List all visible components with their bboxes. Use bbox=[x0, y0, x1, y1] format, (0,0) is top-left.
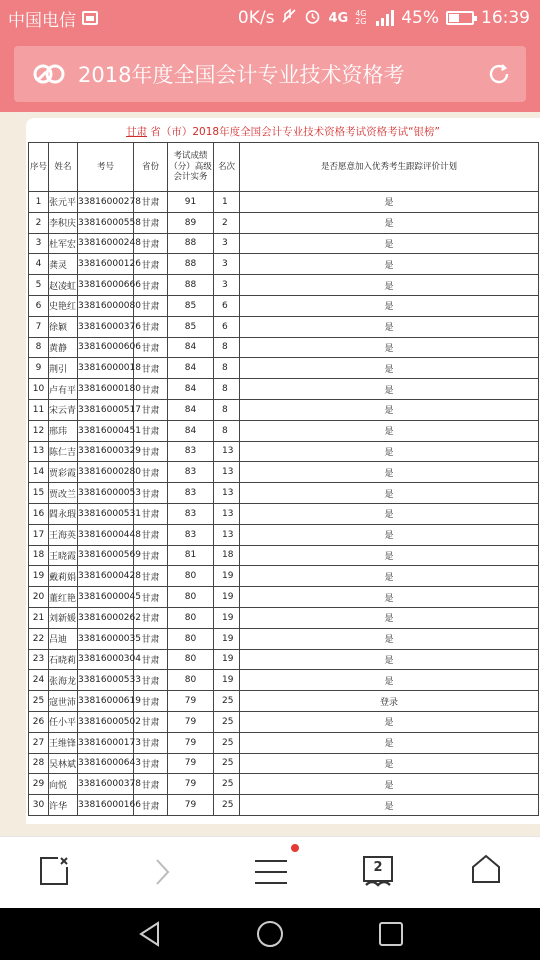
table-row bbox=[29, 691, 539, 712]
back-icon[interactable] bbox=[136, 920, 164, 952]
row-province: 甘肃 bbox=[134, 503, 168, 524]
row-seq: 30 bbox=[29, 795, 49, 816]
row-name: 张海龙 bbox=[49, 670, 78, 691]
row-province: 甘肃 bbox=[134, 462, 168, 483]
row-province: 甘肃 bbox=[134, 670, 168, 691]
row-seq: 4 bbox=[29, 254, 49, 275]
table-row bbox=[29, 233, 539, 254]
row-willing: 是 bbox=[240, 753, 539, 774]
row-seq: 20 bbox=[29, 587, 49, 608]
tabs-button[interactable] bbox=[362, 855, 394, 891]
row-rank: 2 bbox=[214, 212, 240, 233]
row-province: 甘肃 bbox=[134, 753, 168, 774]
row-score: 85 bbox=[168, 295, 214, 316]
row-score: 84 bbox=[168, 420, 214, 441]
row-willing: 是 bbox=[240, 566, 539, 587]
row-rank: 13 bbox=[214, 524, 240, 545]
row-rank: 19 bbox=[214, 628, 240, 649]
page-title: 2018年度全国会计专业技术资格考 bbox=[78, 63, 405, 87]
row-name: 石晓莉 bbox=[49, 649, 78, 670]
row-seq: 6 bbox=[29, 295, 49, 316]
row-exam-no: 33816000278 bbox=[78, 192, 134, 213]
row-seq: 7 bbox=[29, 316, 49, 337]
row-willing: 是 bbox=[240, 192, 539, 213]
address-bar[interactable] bbox=[14, 46, 526, 102]
battery-icon bbox=[446, 11, 474, 25]
row-seq: 24 bbox=[29, 670, 49, 691]
network-type-small: 4G 2G bbox=[355, 9, 367, 26]
row-seq: 22 bbox=[29, 628, 49, 649]
row-willing: 是 bbox=[240, 441, 539, 462]
net-speed: 0K/s bbox=[237, 8, 275, 28]
row-rank: 8 bbox=[214, 420, 240, 441]
row-exam-no: 33816000666 bbox=[78, 275, 134, 296]
row-score: 85 bbox=[168, 316, 214, 337]
row-exam-no: 33816000428 bbox=[78, 566, 134, 587]
table-row bbox=[29, 524, 539, 545]
row-rank: 19 bbox=[214, 566, 240, 587]
row-willing: 是 bbox=[240, 503, 539, 524]
row-seq: 26 bbox=[29, 711, 49, 732]
row-exam-no: 33816000378 bbox=[78, 774, 134, 795]
row-score: 84 bbox=[168, 358, 214, 379]
row-name: 王维锋 bbox=[49, 732, 78, 753]
row-province: 甘肃 bbox=[134, 441, 168, 462]
row-province: 甘肃 bbox=[134, 192, 168, 213]
row-province: 甘肃 bbox=[134, 607, 168, 628]
table-row bbox=[29, 316, 539, 337]
row-exam-no: 33816000558 bbox=[78, 212, 134, 233]
table-row bbox=[29, 212, 539, 233]
row-exam-no: 33816000517 bbox=[78, 399, 134, 420]
clock: 16:39 bbox=[481, 8, 530, 28]
row-province: 甘肃 bbox=[134, 545, 168, 566]
row-seq: 17 bbox=[29, 524, 49, 545]
row-exam-no: 33816000166 bbox=[78, 795, 134, 816]
row-province: 甘肃 bbox=[134, 212, 168, 233]
row-name: 王晓霞 bbox=[49, 545, 78, 566]
table-row bbox=[29, 732, 539, 753]
row-rank: 13 bbox=[214, 483, 240, 504]
table-row bbox=[29, 587, 539, 608]
table-row bbox=[29, 462, 539, 483]
row-rank: 6 bbox=[214, 316, 240, 337]
table-row bbox=[29, 295, 539, 316]
row-willing: 是 bbox=[240, 212, 539, 233]
row-rank: 19 bbox=[214, 607, 240, 628]
row-willing: 是 bbox=[240, 795, 539, 816]
row-seq: 10 bbox=[29, 379, 49, 400]
row-willing: 是 bbox=[240, 545, 539, 566]
row-rank: 13 bbox=[214, 462, 240, 483]
row-name: 卢有平 bbox=[49, 379, 78, 400]
row-name: 董红艳 bbox=[49, 587, 78, 608]
row-rank: 19 bbox=[214, 587, 240, 608]
row-rank: 8 bbox=[214, 358, 240, 379]
status-bar bbox=[0, 0, 540, 36]
row-score: 79 bbox=[168, 691, 214, 712]
row-exam-no: 33816000180 bbox=[78, 379, 134, 400]
row-score: 80 bbox=[168, 566, 214, 587]
table-row bbox=[29, 337, 539, 358]
row-exam-no: 33816000606 bbox=[78, 337, 134, 358]
row-name: 杜军宏 bbox=[49, 233, 78, 254]
row-willing: 是 bbox=[240, 358, 539, 379]
table-row bbox=[29, 483, 539, 504]
row-name: 寇世沛 bbox=[49, 691, 78, 712]
row-name: 吕迪 bbox=[49, 628, 78, 649]
row-rank: 25 bbox=[214, 691, 240, 712]
row-score: 83 bbox=[168, 462, 214, 483]
row-name: 吴林斌 bbox=[49, 753, 78, 774]
row-willing: 是 bbox=[240, 316, 539, 337]
header-seq: 序号 bbox=[29, 143, 49, 192]
table-row bbox=[29, 545, 539, 566]
row-seq: 16 bbox=[29, 503, 49, 524]
row-score: 80 bbox=[168, 649, 214, 670]
table-row bbox=[29, 420, 539, 441]
row-willing: 是 bbox=[240, 711, 539, 732]
row-province: 甘肃 bbox=[134, 295, 168, 316]
row-willing: 是 bbox=[240, 587, 539, 608]
row-seq: 23 bbox=[29, 649, 49, 670]
row-rank: 13 bbox=[214, 503, 240, 524]
row-score: 88 bbox=[168, 254, 214, 275]
table-row bbox=[29, 670, 539, 691]
table-row bbox=[29, 379, 539, 400]
table-row bbox=[29, 795, 539, 816]
document-view[interactable] bbox=[26, 118, 540, 824]
row-willing: 是 bbox=[240, 337, 539, 358]
row-score: 91 bbox=[168, 192, 214, 213]
row-name: 陈仁吉 bbox=[49, 441, 78, 462]
row-name: 徐颖 bbox=[49, 316, 78, 337]
row-exam-no: 33816000053 bbox=[78, 483, 134, 504]
row-exam-no: 33816000018 bbox=[78, 358, 134, 379]
table-row bbox=[29, 441, 539, 462]
row-score: 88 bbox=[168, 233, 214, 254]
row-seq: 28 bbox=[29, 753, 49, 774]
row-willing: 是 bbox=[240, 420, 539, 441]
home-icon[interactable] bbox=[470, 853, 502, 889]
battery-percent: 45% bbox=[401, 8, 439, 28]
row-rank: 8 bbox=[214, 399, 240, 420]
row-name: 閻永瑕 bbox=[49, 503, 78, 524]
row-rank: 25 bbox=[214, 774, 240, 795]
row-score: 80 bbox=[168, 628, 214, 649]
table-header-row bbox=[29, 143, 539, 192]
row-exam-no: 33816000533 bbox=[78, 670, 134, 691]
table-row bbox=[29, 254, 539, 275]
row-name: 邢玮 bbox=[49, 420, 78, 441]
row-willing: 登录 bbox=[240, 691, 539, 712]
row-score: 81 bbox=[168, 545, 214, 566]
row-province: 甘肃 bbox=[134, 774, 168, 795]
row-province: 甘肃 bbox=[134, 358, 168, 379]
table-row bbox=[29, 275, 539, 296]
table-row bbox=[29, 711, 539, 732]
row-willing: 是 bbox=[240, 462, 539, 483]
signal-icon bbox=[376, 10, 394, 26]
row-rank: 25 bbox=[214, 753, 240, 774]
header-willing: 是否愿意加入优秀考生跟踪评价计划 bbox=[240, 143, 539, 192]
table-row bbox=[29, 192, 539, 213]
table-row bbox=[29, 503, 539, 524]
row-province: 甘肃 bbox=[134, 233, 168, 254]
row-willing: 是 bbox=[240, 399, 539, 420]
row-province: 甘肃 bbox=[134, 628, 168, 649]
row-exam-no: 33816000262 bbox=[78, 607, 134, 628]
row-province: 甘肃 bbox=[134, 483, 168, 504]
row-rank: 19 bbox=[214, 670, 240, 691]
header-province: 省份 bbox=[134, 143, 168, 192]
row-name: 王海英 bbox=[49, 524, 78, 545]
row-province: 甘肃 bbox=[134, 524, 168, 545]
row-name: 向悦 bbox=[49, 774, 78, 795]
row-seq: 9 bbox=[29, 358, 49, 379]
row-willing: 是 bbox=[240, 233, 539, 254]
row-name: 许华 bbox=[49, 795, 78, 816]
row-rank: 3 bbox=[214, 233, 240, 254]
row-willing: 是 bbox=[240, 483, 539, 504]
row-name: 张元平 bbox=[49, 192, 78, 213]
row-province: 甘肃 bbox=[134, 399, 168, 420]
row-exam-no: 33816000329 bbox=[78, 441, 134, 462]
row-seq: 14 bbox=[29, 462, 49, 483]
row-willing: 是 bbox=[240, 649, 539, 670]
row-seq: 12 bbox=[29, 420, 49, 441]
header-name: 姓名 bbox=[49, 143, 78, 192]
row-exam-no: 33816000531 bbox=[78, 503, 134, 524]
row-rank: 19 bbox=[214, 649, 240, 670]
row-score: 88 bbox=[168, 275, 214, 296]
row-rank: 1 bbox=[214, 192, 240, 213]
row-name: 荆引 bbox=[49, 358, 78, 379]
row-score: 83 bbox=[168, 524, 214, 545]
row-province: 甘肃 bbox=[134, 587, 168, 608]
row-willing: 是 bbox=[240, 524, 539, 545]
row-rank: 25 bbox=[214, 732, 240, 753]
row-seq: 13 bbox=[29, 441, 49, 462]
row-score: 79 bbox=[168, 732, 214, 753]
row-name: 贾改兰 bbox=[49, 483, 78, 504]
row-name: 赵凌虹 bbox=[49, 275, 78, 296]
row-exam-no: 33816000448 bbox=[78, 524, 134, 545]
refresh-icon[interactable] bbox=[486, 61, 512, 87]
row-rank: 8 bbox=[214, 379, 240, 400]
header-score: 考试成绩（分）高级会计实务 bbox=[168, 143, 214, 192]
row-name: 刘新媛 bbox=[49, 607, 78, 628]
mute-icon bbox=[281, 8, 297, 28]
row-willing: 是 bbox=[240, 732, 539, 753]
row-seq: 27 bbox=[29, 732, 49, 753]
row-name: 宋云青 bbox=[49, 399, 78, 420]
row-rank: 3 bbox=[214, 254, 240, 275]
row-exam-no: 33816000126 bbox=[78, 254, 134, 275]
forward-icon[interactable] bbox=[154, 857, 172, 891]
row-seq: 15 bbox=[29, 483, 49, 504]
row-exam-no: 33816000643 bbox=[78, 753, 134, 774]
row-rank: 6 bbox=[214, 295, 240, 316]
row-province: 甘肃 bbox=[134, 732, 168, 753]
row-score: 79 bbox=[168, 774, 214, 795]
row-willing: 是 bbox=[240, 295, 539, 316]
home-nav-icon[interactable] bbox=[255, 919, 285, 953]
table-row bbox=[29, 607, 539, 628]
row-province: 甘肃 bbox=[134, 649, 168, 670]
notification-dot bbox=[291, 844, 299, 852]
row-willing: 是 bbox=[240, 628, 539, 649]
row-rank: 13 bbox=[214, 441, 240, 462]
row-name: 龚灵 bbox=[49, 254, 78, 275]
row-province: 甘肃 bbox=[134, 275, 168, 296]
tab-count: 2 bbox=[373, 860, 383, 875]
row-exam-no: 33816000173 bbox=[78, 732, 134, 753]
row-score: 80 bbox=[168, 670, 214, 691]
row-name: 任小平 bbox=[49, 711, 78, 732]
row-province: 甘肃 bbox=[134, 711, 168, 732]
close-page-icon[interactable] bbox=[38, 855, 70, 891]
ranking-table bbox=[28, 142, 539, 816]
row-rank: 18 bbox=[214, 545, 240, 566]
browser-logo-icon bbox=[32, 60, 66, 88]
browser-toolbar bbox=[0, 836, 540, 909]
table-row bbox=[29, 566, 539, 587]
row-seq: 3 bbox=[29, 233, 49, 254]
row-province: 甘肃 bbox=[134, 566, 168, 587]
row-exam-no: 33816000035 bbox=[78, 628, 134, 649]
recents-icon[interactable] bbox=[377, 920, 405, 952]
row-seq: 21 bbox=[29, 607, 49, 628]
row-name: 史艳红 bbox=[49, 295, 78, 316]
row-score: 89 bbox=[168, 212, 214, 233]
row-score: 79 bbox=[168, 795, 214, 816]
document-title-province: 甘肃 bbox=[126, 126, 148, 138]
table-row bbox=[29, 628, 539, 649]
row-score: 83 bbox=[168, 483, 214, 504]
row-score: 84 bbox=[168, 379, 214, 400]
row-exam-no: 33816000080 bbox=[78, 295, 134, 316]
row-name: 黄静 bbox=[49, 337, 78, 358]
row-exam-no: 33816000248 bbox=[78, 233, 134, 254]
row-rank: 3 bbox=[214, 275, 240, 296]
row-province: 甘肃 bbox=[134, 337, 168, 358]
row-exam-no: 33816000451 bbox=[78, 420, 134, 441]
row-exam-no: 33816000376 bbox=[78, 316, 134, 337]
row-rank: 25 bbox=[214, 795, 240, 816]
row-province: 甘肃 bbox=[134, 316, 168, 337]
document-title-text: 省（市）2018年度全国会计专业技术资格考试资格考试“银榜” bbox=[150, 126, 440, 138]
row-score: 79 bbox=[168, 711, 214, 732]
table-row bbox=[29, 774, 539, 795]
row-exam-no: 33816000502 bbox=[78, 711, 134, 732]
row-seq: 11 bbox=[29, 399, 49, 420]
header-exam-no: 考号 bbox=[78, 143, 134, 192]
header-rank: 名次 bbox=[214, 143, 240, 192]
row-name: 李积庆 bbox=[49, 212, 78, 233]
row-willing: 是 bbox=[240, 379, 539, 400]
table-row bbox=[29, 358, 539, 379]
row-seq: 29 bbox=[29, 774, 49, 795]
row-name: 戴莉娟 bbox=[49, 566, 78, 587]
row-score: 80 bbox=[168, 587, 214, 608]
alarm-icon bbox=[304, 8, 321, 29]
row-willing: 是 bbox=[240, 607, 539, 628]
row-exam-no: 33816000619 bbox=[78, 691, 134, 712]
row-seq: 5 bbox=[29, 275, 49, 296]
row-province: 甘肃 bbox=[134, 795, 168, 816]
row-seq: 1 bbox=[29, 192, 49, 213]
browser-header bbox=[0, 36, 540, 112]
row-exam-no: 33816000569 bbox=[78, 545, 134, 566]
menu-icon[interactable] bbox=[254, 857, 288, 891]
row-seq: 2 bbox=[29, 212, 49, 233]
table-row bbox=[29, 649, 539, 670]
document-title bbox=[26, 124, 540, 139]
row-willing: 是 bbox=[240, 774, 539, 795]
row-exam-no: 33816000280 bbox=[78, 462, 134, 483]
row-province: 甘肃 bbox=[134, 420, 168, 441]
row-rank: 8 bbox=[214, 337, 240, 358]
table-row bbox=[29, 399, 539, 420]
row-seq: 19 bbox=[29, 566, 49, 587]
row-province: 甘肃 bbox=[134, 254, 168, 275]
image-notification-icon bbox=[82, 11, 98, 25]
row-willing: 是 bbox=[240, 275, 539, 296]
row-score: 79 bbox=[168, 753, 214, 774]
system-nav-bar bbox=[0, 908, 540, 960]
row-seq: 18 bbox=[29, 545, 49, 566]
row-willing: 是 bbox=[240, 670, 539, 691]
row-exam-no: 33816000304 bbox=[78, 649, 134, 670]
row-score: 83 bbox=[168, 441, 214, 462]
row-province: 甘肃 bbox=[134, 379, 168, 400]
row-score: 84 bbox=[168, 399, 214, 420]
row-score: 83 bbox=[168, 503, 214, 524]
row-rank: 25 bbox=[214, 711, 240, 732]
network-type: 4G bbox=[328, 10, 349, 26]
table-row bbox=[29, 753, 539, 774]
row-province: 甘肃 bbox=[134, 691, 168, 712]
row-name: 贾彩霞 bbox=[49, 462, 78, 483]
row-score: 84 bbox=[168, 337, 214, 358]
row-seq: 25 bbox=[29, 691, 49, 712]
row-seq: 8 bbox=[29, 337, 49, 358]
row-willing: 是 bbox=[240, 254, 539, 275]
row-exam-no: 33816000045 bbox=[78, 587, 134, 608]
carrier-label: 中国电信 bbox=[8, 10, 76, 31]
row-score: 80 bbox=[168, 607, 214, 628]
